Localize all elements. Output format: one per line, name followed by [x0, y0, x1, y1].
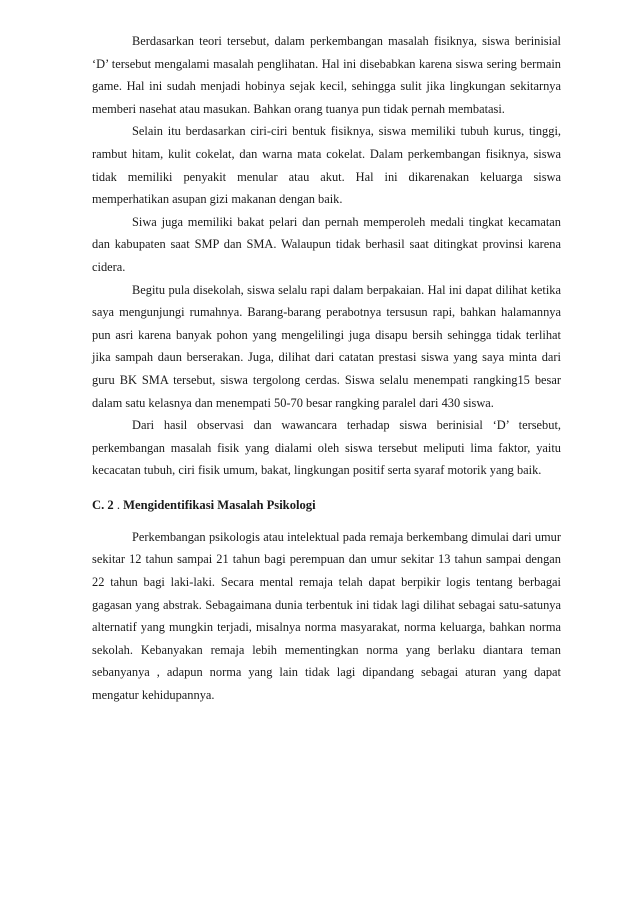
section-heading: [92, 494, 561, 516]
paragraph-physical-traits: Selain itu berdasarkan ciri-ciri bentuk fisiknya, siswa memiliki tubuh kurus, tinggi, rambut hitam, kulit cokelat, dan warna mata cokelat. Dalam perkembangan fisiknya, siswa tidak memiliki penyakit menular atau akut. Hal ini dikarenakan keluarga siswa memperhatikan asupan gizi makanan dengan baik.: [92, 124, 561, 207]
section-separator: .: [113, 497, 124, 512]
paragraph-observation-summary: Dari hasil observasi dan wawancara terhadap siswa berinisial ‘D’ tersebut, perkembangan masalah fisik yang dialami oleh siswa tersebut meliputi lima faktor, yaitu kecacatan tubuh, ciri fisik umum, bakat, lingkungan positif serta syaraf motorik yang baik.: [92, 418, 561, 478]
section-title: Mengidentifikasi Masalah Psikologi: [123, 497, 316, 512]
section-number: C. 2: [92, 497, 114, 512]
paragraph-vision-problem: Berdasarkan teori tersebut, dalam perkembangan masalah fisiknya, siswa berinisial ‘D’ tersebut mengalami masalah penglihatan. Hal ini disebabkan karena siswa sering bermain game. Hal ini sudah menjadi hobinya sejak kecil, sehingga sulit jika lingkungan sekitarnya memberi nasehat atau masukan. Bahkan orang tuanya pun tidak pernah membatasi.: [92, 34, 561, 116]
paragraph-psychological-development: Perkembangan psikologis atau intelektual pada remaja berkembang dimulai dari umur sekitar 12 tahun sampai 21 tahun bagi perempuan dan umur sekitar 13 tahun sampai dengan 22 tahun bagi laki-laki. Secara mental remaja telah dapat berpikir logis tentang berbagai gagasan yang abstrak. Sebagaimana dunia terbentuk ini tidak lagi dilihat sebagai satu-satunya alternatif yang mungkin terjadi, misalnya norma masyarakat, norma keluarga, bahkan norma sekolah. Kebanyakan remaja lebih mementingkan norma yang berlaku diantara teman sebanyanya , adapun norma yang lain tidak lagi dipandang sebagai aturan yang dapat mengatur kehidupannya.: [92, 529, 561, 703]
document-page: [92, 30, 561, 707]
paragraph-running-talent: Siwa juga memiliki bakat pelari dan pernah memperoleh medali tingkat kecamatan dan kabupaten saat SMP dan SMA. Walaupun tidak berhasil saat ditingkat provinsi karena cidera.: [92, 214, 561, 274]
paragraph-school-tidiness: Begitu pula disekolah, siswa selalu rapi dalam berpakaian. Hal ini dapat dilihat ketika saya mengunjungi rumahnya. Barang-barang perabotnya tersusun rapi, bahkan halamannya pun asri karena banyak pohon yang mengelilingi juga disapu bersih sehingga tidak terlihat jika sampah daun berserakan. Juga, dilihat dari catatan prestasi siswa yang saya minta dari guru BK SMA tersebut, siswa tergolong cerdas. Siswa selalu menempati rangking15 besar dalam satu kelasnya dan menempati 50-70 besar rangking paralel dari 430 siswa.: [92, 282, 561, 410]
